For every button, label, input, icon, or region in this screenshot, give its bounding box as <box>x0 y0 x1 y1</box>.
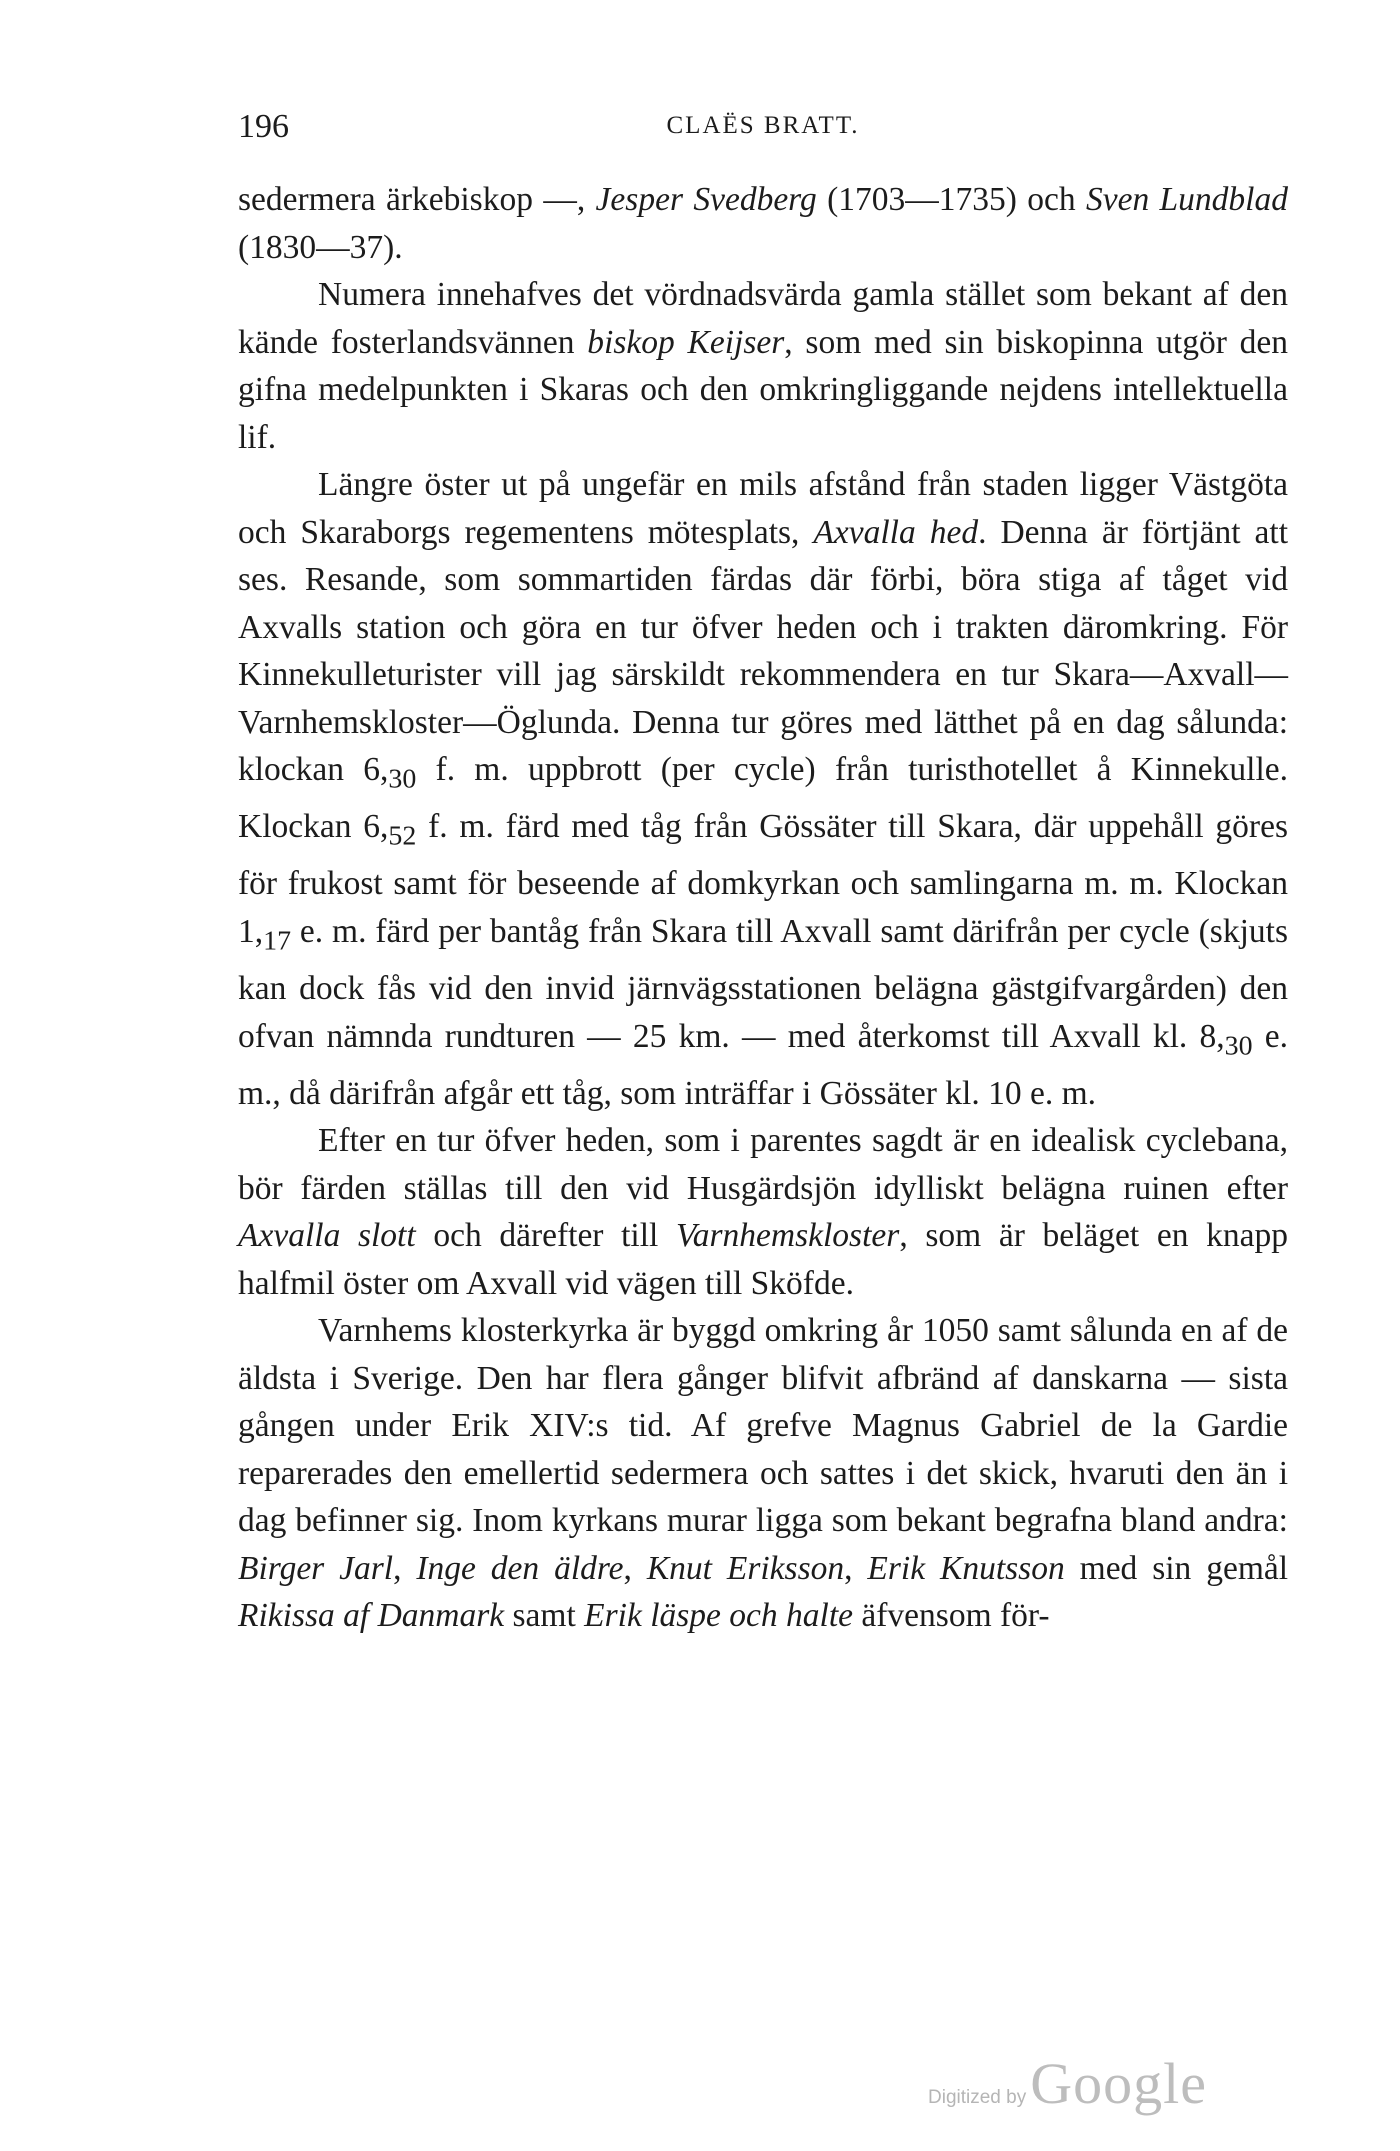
page-header <box>238 108 1288 148</box>
paragraph-axvalla-slott: Efter en tur öfver heden, som i parentes sagdt är en idealisk cyclebana, bör färden ställas till den vid Husgärdsjön idylliskt belägna ruinen efter Axvalla slott och därefter till Varnhemskloster, som är beläget en knapp halfmil öster om Axvall vid vägen till Sköfde. <box>238 1122 1289 1302</box>
running-head: CLAËS BRATT. <box>666 112 860 139</box>
paragraph-continuation: sedermera ärkebiskop —, Jesper Svedberg (1703—1735) och Sven Lundblad (1830—37). <box>238 181 1288 266</box>
paragraph-varnhem: Varnhems klosterkyrka är byggd omkring år 1050 samt sålunda en af de äldsta i Sverige. Den har flera gånger blifvit afbränd af danskarna — sista gången under Erik XIV:s tid. Af grefve Magnus Gabriel de la Gardie reparerades den emellertid sedermera och sattes i det skick, hvaruti den än i dag befinner sig. Inom kyrkans murar ligga som bekant begrafna bland andra: Birger Jarl, Inge den äldre, Knut Eriksson, Erik Knutsson med sin gemål Rikissa af Danmark samt Erik läspe och halte äfvensom för- <box>238 1312 1289 1635</box>
paragraph-axvalla-hed: Längre öster ut på ungefär en mils afstånd från staden ligger Västgöta och Skaraborgs regementens mötesplats, Axvalla hed. Denna är förtjänt att ses. Resande, som sommartiden färdas där förbi, böra stiga af tåget vid Axvalls station och göra en tur öfver heden och i trakten däromkring. För Kinnekulleturister vill jag särskildt rekommendera en tur Skara—Axvall—Varnhemskloster—Öglunda. Denna tur göres med lätthet på en dag sålunda: klockan $6,_{30}$ f. m. uppbrott (per cycle) från turisthotellet å Kinnekulle. Klockan $6,_{52}$ f. m. färd med tåg från Gössäter till Skara, där uppehåll göres för frukost samt för beseende af domkyrkan och samlingarna m. m. Klockan $1,_{17}$ e. m. färd per bantåg från Skara till Axvall samt därifrån per cycle (skjuts kan dock fås vid den invid järnvägsstationen belägna gästgifvargården) den ofvan nämnda rundturen — 25 km. — med återkomst till Axvall kl. $8,_{30}$ e. m., då därifrån afgår ett tåg, som inträffar i Gössäter kl. 10 e. m. <box>238 466 1289 1112</box>
body-text <box>238 176 1288 1640</box>
google-logo: Google <box>1030 2051 1207 2116</box>
watermark-label: Digitized by <box>928 2087 1027 2108</box>
paragraph-keijser: Numera innehafves det vördnadsvärda gamla stället som bekant af den kände fosterlandsvännen biskop Keijser, som med sin biskopinna utgör den gifna medelpunkten i Skaras och den omkringliggande nejdens intellektuella lif. <box>238 276 1289 456</box>
page-number: 196 <box>238 108 289 145</box>
digitized-by-google-watermark <box>928 2050 1207 2117</box>
